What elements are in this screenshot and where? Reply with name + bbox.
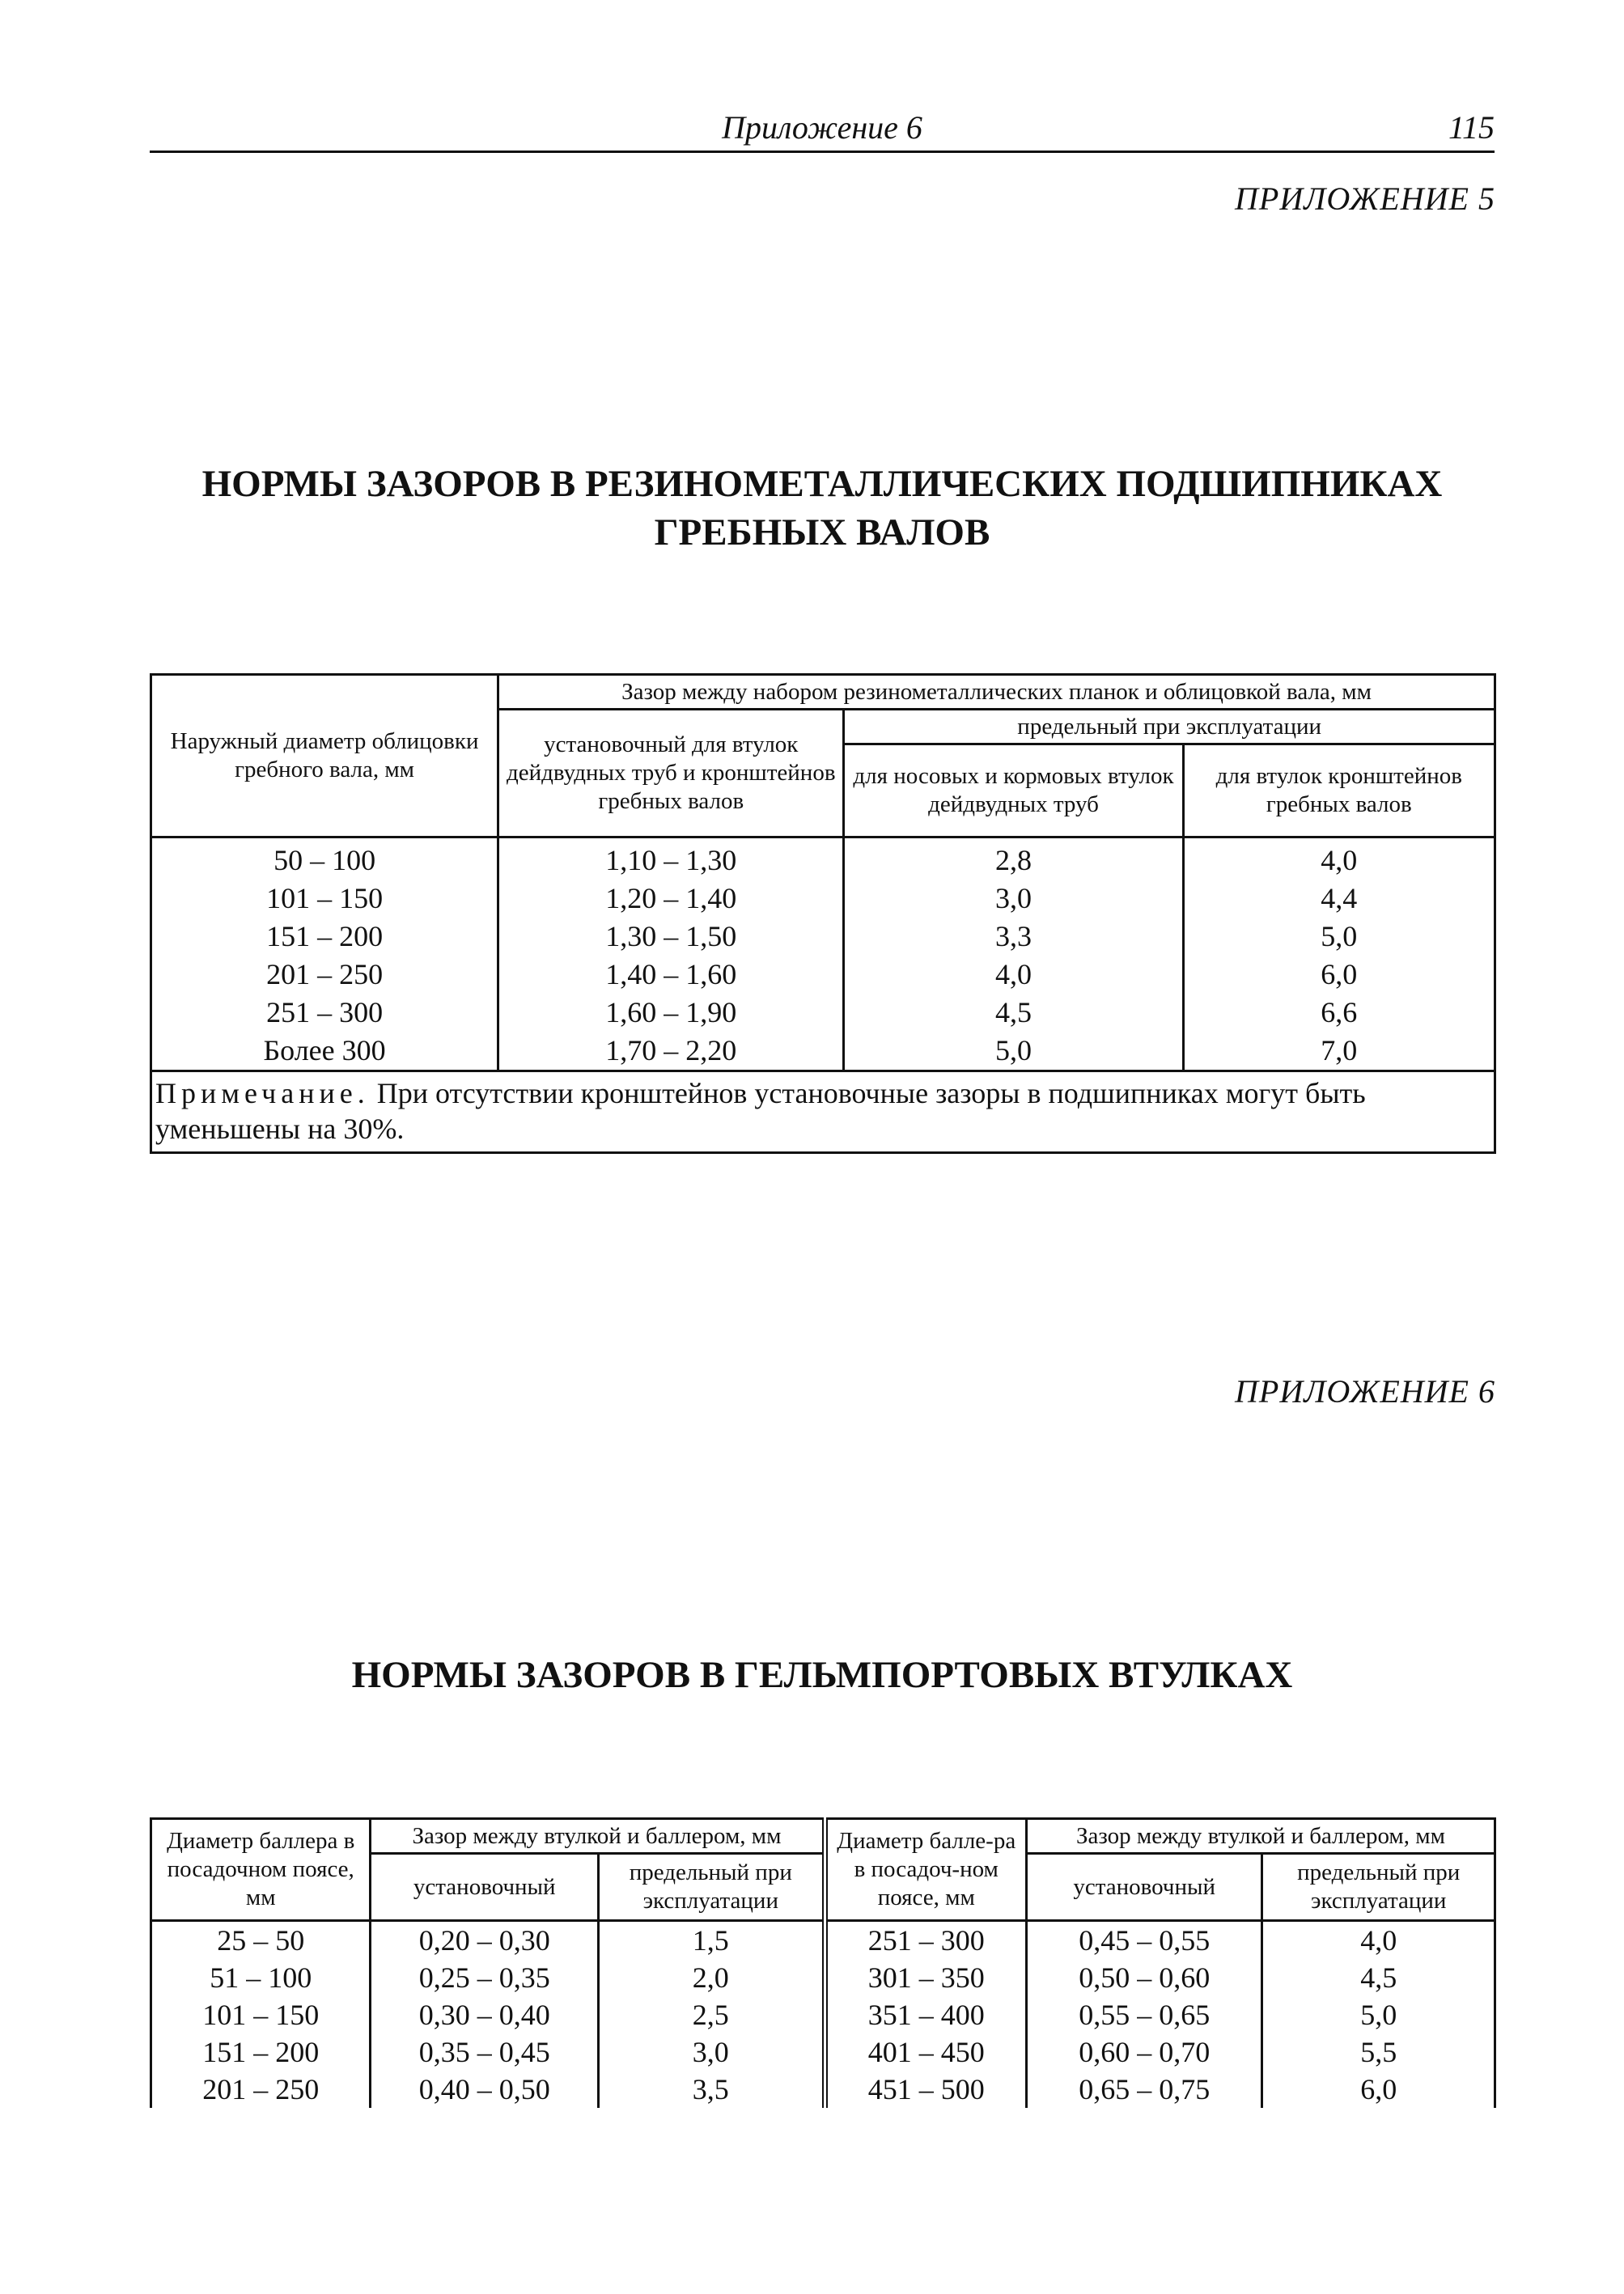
cell-install: 1,20 – 1,40	[498, 880, 844, 918]
running-head: Приложение 6	[722, 109, 922, 146]
cell-diameter-right: 401 – 450	[825, 2033, 1026, 2071]
header-stock-diameter-right: Диаметр балле-ра в посадоч-ном поясе, мм	[825, 1819, 1026, 1921]
cell-bracket: 6,0	[1183, 956, 1495, 994]
cell-diameter-right: 251 – 300	[825, 1921, 1026, 1960]
page-header	[150, 104, 1495, 153]
cell-diameter: 201 – 250	[151, 956, 498, 994]
cell-bow-stern: 2,8	[844, 837, 1183, 880]
cell-limit-right: 4,5	[1262, 1959, 1495, 1996]
cell-install: 1,40 – 1,60	[498, 956, 844, 994]
header-bow-stern-bushings: для носовых и кормовых втулок дейдвудных труб	[844, 744, 1183, 837]
cell-limit-left: 2,5	[599, 1996, 825, 2033]
cell-diameter: 50 – 100	[151, 837, 498, 880]
cell-bracket: 7,0	[1183, 1032, 1495, 1071]
table-row	[151, 837, 1495, 880]
cell-diameter-left: 101 – 150	[151, 1996, 371, 2033]
cell-bracket: 4,4	[1183, 880, 1495, 918]
header-stock-diameter-left: Диаметр баллера в посадочном поясе, мм	[151, 1819, 371, 1921]
cell-install-left: 0,25 – 0,35	[371, 1959, 599, 1996]
bearing-clearance-table	[150, 673, 1496, 1154]
table-row	[151, 2033, 1495, 2071]
header-bracket-bushings: для втулок кронштейнов гребных валов	[1183, 744, 1495, 837]
cell-bow-stern: 4,0	[844, 956, 1183, 994]
header-clearance-group: Зазор между набором резинометаллических планок и облицовкой вала, мм	[498, 675, 1495, 710]
cell-install-left: 0,20 – 0,30	[371, 1921, 599, 1960]
helmport-clearance-table	[150, 1817, 1496, 2108]
appendix-6-title: НОРМЫ ЗАЗОРОВ В ГЕЛЬМПОРТОВЫХ ВТУЛКАХ	[351, 1654, 1293, 1696]
appendix-5-label: ПРИЛОЖЕНИЕ 5	[1235, 180, 1495, 217]
cell-limit-left: 3,0	[599, 2033, 825, 2071]
cell-diameter: Более 300	[151, 1032, 498, 1071]
cell-install: 1,10 – 1,30	[498, 837, 844, 880]
cell-install-left: 0,30 – 0,40	[371, 1996, 599, 2033]
cell-limit-right: 6,0	[1262, 2071, 1495, 2108]
header-outer-diameter: Наружный диаметр облицовки гребного вала, мм	[151, 675, 498, 837]
table-note	[151, 1071, 1495, 1153]
header-limit-left: предельный при эксплуатации	[599, 1854, 825, 1921]
cell-install-left: 0,35 – 0,45	[371, 2033, 599, 2071]
cell-bracket: 5,0	[1183, 918, 1495, 956]
appendix-5-title	[121, 460, 1523, 557]
cell-limit-right: 5,5	[1262, 2033, 1495, 2071]
appendix-6-label: ПРИЛОЖЕНИЕ 6	[1235, 1373, 1495, 1410]
header-install-clearance: установочный для втулок дейдвудных труб и кронштейнов гребных валов	[498, 710, 844, 837]
header-clearance-group-right: Зазор между втулкой и баллером, мм	[1026, 1819, 1495, 1854]
cell-diameter-left: 201 – 250	[151, 2071, 371, 2108]
table-row	[151, 2071, 1495, 2108]
cell-bow-stern: 5,0	[844, 1032, 1183, 1071]
cell-bow-stern: 4,5	[844, 994, 1183, 1032]
cell-bracket: 6,6	[1183, 994, 1495, 1032]
header-install-left: установочный	[371, 1854, 599, 1921]
page-number: 115	[1448, 109, 1495, 146]
cell-diameter-right: 351 – 400	[825, 1996, 1026, 2033]
table-row	[151, 1032, 1495, 1071]
cell-install-right: 0,50 – 0,60	[1026, 1959, 1262, 1996]
table-row	[151, 1921, 1495, 1960]
table-row	[151, 956, 1495, 994]
cell-install: 1,60 – 1,90	[498, 994, 844, 1032]
header-install-right: установочный	[1026, 1854, 1262, 1921]
table-row	[151, 918, 1495, 956]
cell-diameter-left: 51 – 100	[151, 1959, 371, 1996]
note-label: Примечание.	[155, 1077, 370, 1109]
appendix-5-title-line2: ГРЕБНЫХ ВАЛОВ	[654, 511, 990, 553]
table-row	[151, 1996, 1495, 2033]
cell-limit-left: 3,5	[599, 2071, 825, 2108]
cell-diameter: 151 – 200	[151, 918, 498, 956]
cell-limit-left: 1,5	[599, 1921, 825, 1960]
cell-diameter-right: 301 – 350	[825, 1959, 1026, 1996]
cell-install-left: 0,40 – 0,50	[371, 2071, 599, 2108]
cell-limit-right: 4,0	[1262, 1921, 1495, 1960]
note-text: При отсутствии кронштейнов установочные зазоры в подшипниках могут быть уменьшены на 30%.	[155, 1077, 1366, 1145]
cell-install-right: 0,65 – 0,75	[1026, 2071, 1262, 2108]
table-row	[151, 1959, 1495, 1996]
cell-install-right: 0,45 – 0,55	[1026, 1921, 1262, 1960]
cell-install-right: 0,55 – 0,65	[1026, 1996, 1262, 2033]
cell-diameter-left: 25 – 50	[151, 1921, 371, 1960]
cell-diameter: 251 – 300	[151, 994, 498, 1032]
cell-diameter-right: 451 – 500	[825, 2071, 1026, 2108]
cell-diameter: 101 – 150	[151, 880, 498, 918]
header-limit-group: предельный при эксплуатации	[844, 710, 1495, 744]
cell-limit-left: 2,0	[599, 1959, 825, 1996]
cell-limit-right: 5,0	[1262, 1996, 1495, 2033]
header-limit-right: предельный при эксплуатации	[1262, 1854, 1495, 1921]
cell-diameter-left: 151 – 200	[151, 2033, 371, 2071]
table-row	[151, 880, 1495, 918]
cell-install-right: 0,60 – 0,70	[1026, 2033, 1262, 2071]
cell-bow-stern: 3,0	[844, 880, 1183, 918]
cell-install: 1,30 – 1,50	[498, 918, 844, 956]
cell-install: 1,70 – 2,20	[498, 1032, 844, 1071]
appendix-5-title-line1: НОРМЫ ЗАЗОРОВ В РЕЗИНОМЕТАЛЛИЧЕСКИХ ПОДШИПНИКАХ	[201, 463, 1443, 505]
cell-bow-stern: 3,3	[844, 918, 1183, 956]
header-clearance-group-left: Зазор между втулкой и баллером, мм	[371, 1819, 825, 1854]
table-row	[151, 994, 1495, 1032]
cell-bracket: 4,0	[1183, 837, 1495, 880]
